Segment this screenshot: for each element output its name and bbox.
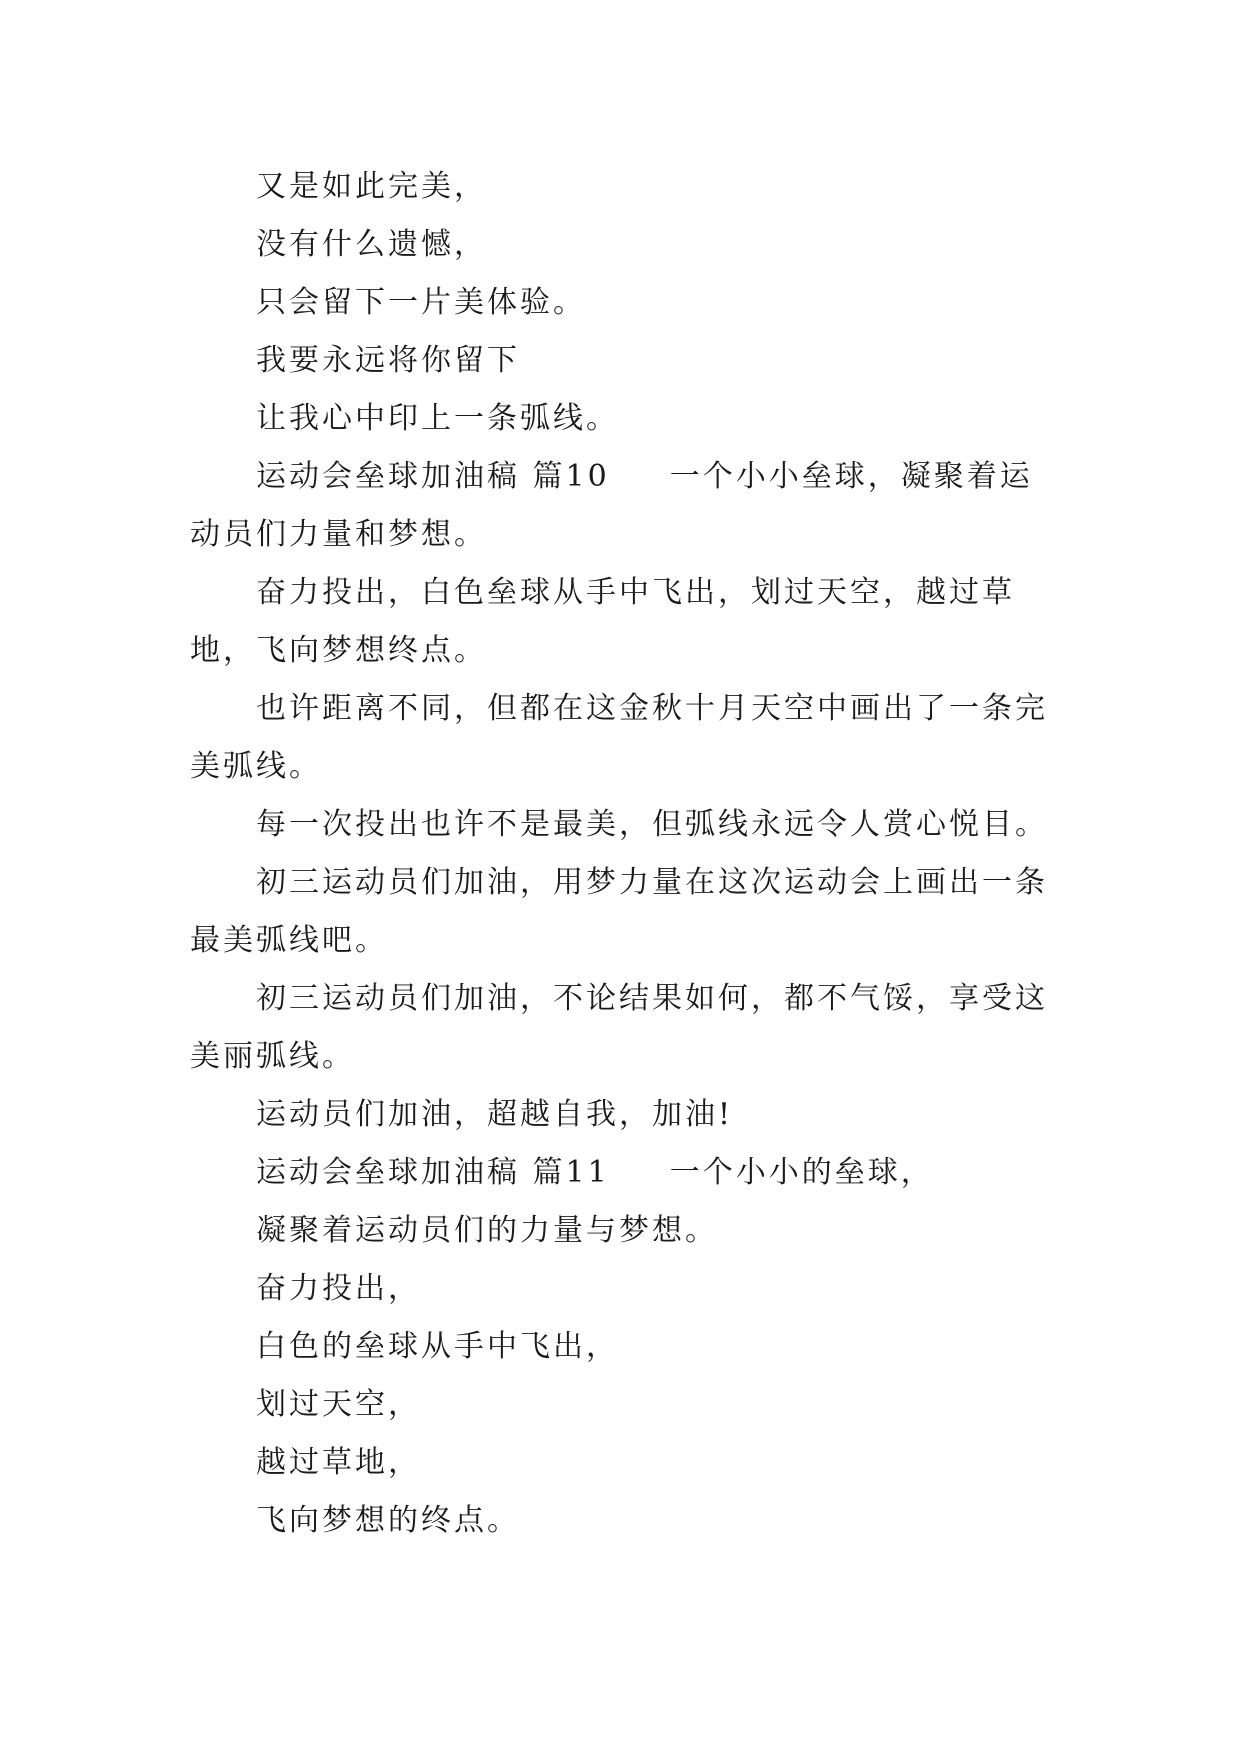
section-text: 一个小小垒球，凝聚着运动员们力量和梦想。	[190, 459, 1033, 552]
paragraph: 凝聚着运动员们的力量与梦想。	[256, 1213, 718, 1248]
paragraph: 初三运动员们加油，用梦力量在这次运动会上画出一条最美弧线吧。	[190, 865, 1048, 958]
paragraph: 让我心中印上一条弧线。	[256, 401, 619, 436]
paragraph: 初三运动员们加油，不论结果如何，都不气馁，享受这美丽弧线。	[190, 981, 1048, 1074]
paragraph: 也许距离不同，但都在这金秋十月天空中画出了一条完美弧线。	[190, 691, 1048, 784]
section-title: 运动会垒球加油稿 篇10	[256, 459, 610, 494]
paragraph: 飞向梦想的终点。	[256, 1503, 520, 1538]
section-title: 运动会垒球加油稿 篇11	[256, 1155, 610, 1190]
paragraph: 每一次投出也许不是最美，但弧线永远令人赏心悦目。	[256, 807, 1048, 842]
paragraph: 我要永远将你留下	[256, 343, 520, 378]
paragraph: 越过草地，	[256, 1445, 421, 1480]
paragraph: 划过天空，	[256, 1387, 421, 1422]
section-text: 一个小小的垒球，	[669, 1155, 934, 1190]
paragraph: 白色的垒球从手中飞出，	[256, 1329, 619, 1364]
paragraph: 只会留下一片美体验。	[256, 285, 586, 320]
paragraph: 没有什么遗憾，	[256, 227, 487, 262]
paragraph: 奋力投出，白色垒球从手中飞出，划过天空，越过草地，飞向梦想终点。	[190, 575, 1015, 668]
section-heading-paragraph	[190, 1144, 1060, 1202]
document-body	[190, 158, 1060, 1550]
paragraph: 又是如此完美，	[256, 169, 487, 204]
paragraph: 奋力投出，	[256, 1271, 421, 1306]
paragraph: 运动员们加油，超越自我，加油!	[256, 1097, 734, 1132]
section-heading-paragraph	[190, 448, 1060, 564]
